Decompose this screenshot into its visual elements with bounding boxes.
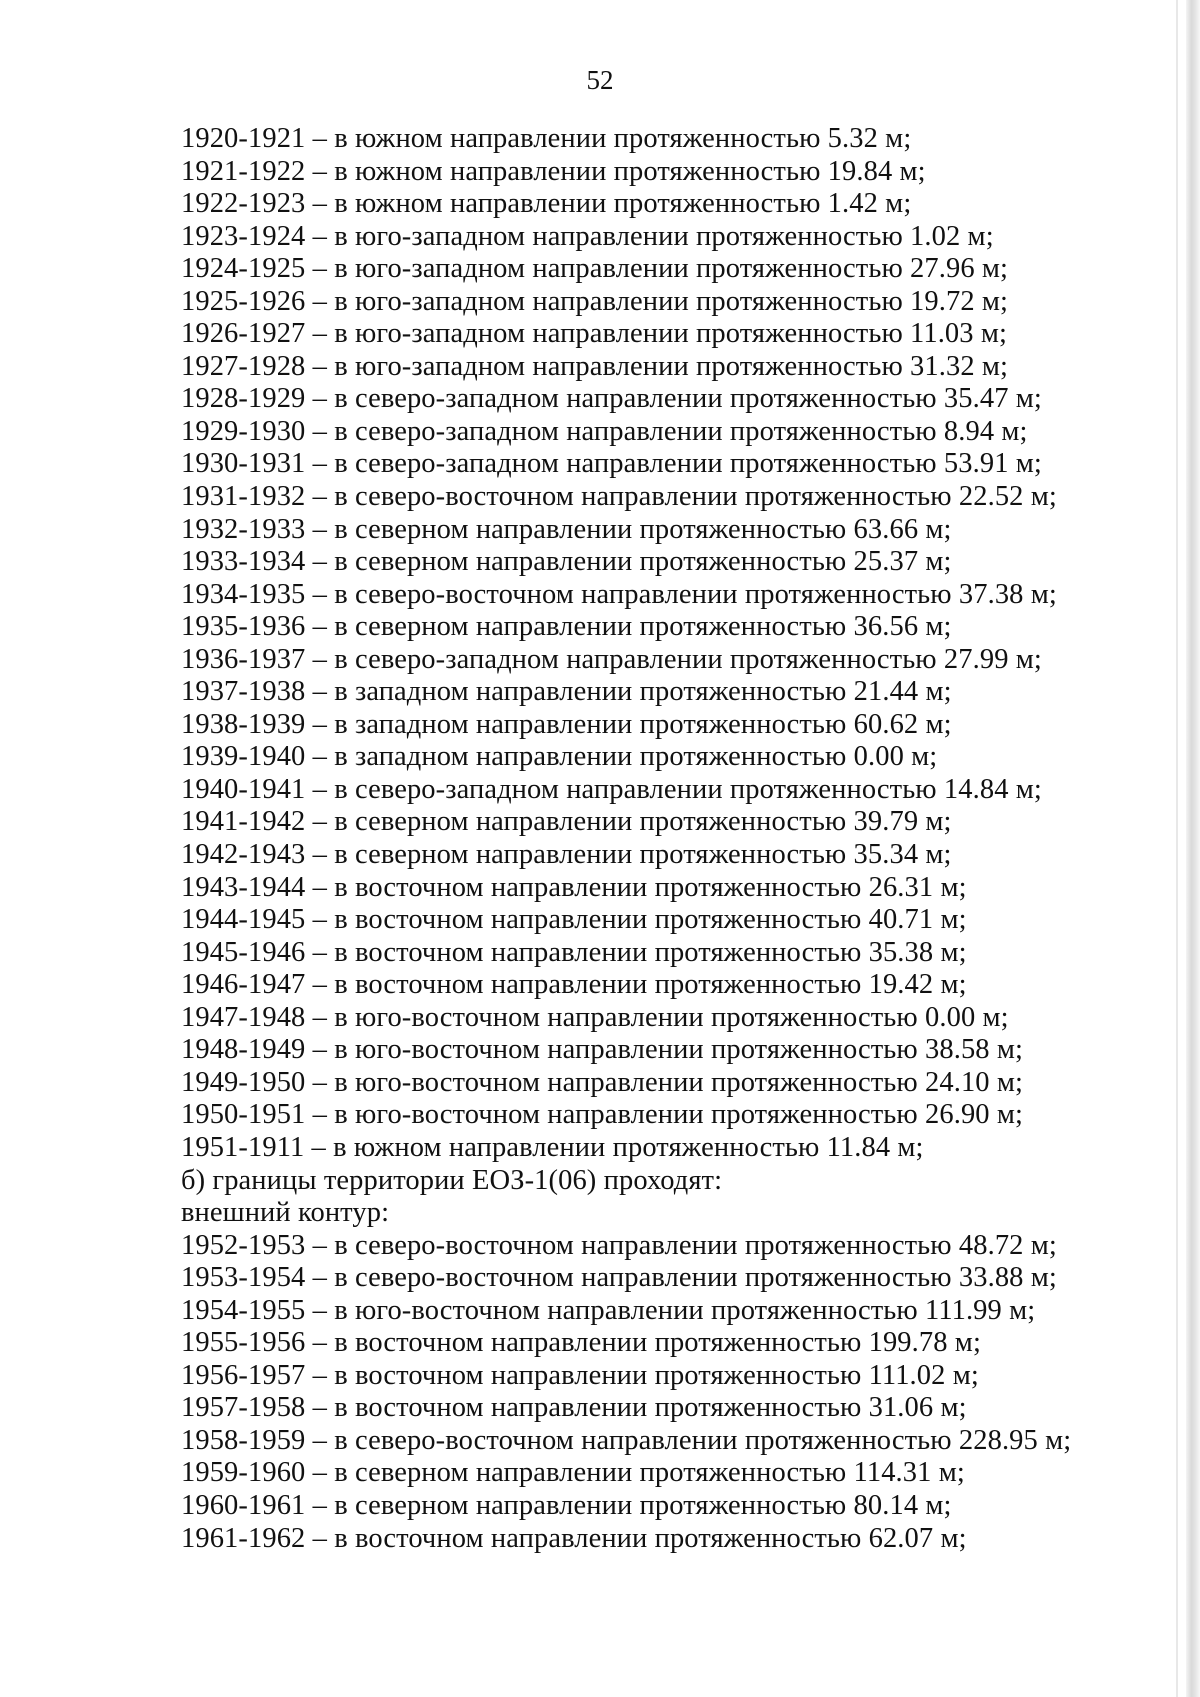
text-line: 1926-1927 – в юго-западном направлении протяженностью 11.03 м; xyxy=(181,318,1008,350)
text-line: 1948-1949 – в юго-восточном направлении протяженностью 38.58 м; xyxy=(181,1034,1024,1066)
text-line: 1945-1946 – в восточном направлении протяженностью 35.38 м; xyxy=(181,936,967,968)
text-line: 1932-1933 – в северном направлении протяженностью 63.66 м; xyxy=(181,513,952,545)
text-line: 1943-1944 – в восточном направлении протяженностью 26.31 м; xyxy=(181,871,967,903)
text-line: 1928-1929 – в северо-западном направлении протяженностью 35.47 м; xyxy=(181,383,1042,415)
text-line: 1957-1958 – в восточном направлении протяженностью 31.06 м; xyxy=(181,1392,967,1424)
text-line: 1946-1947 – в восточном направлении протяженностью 19.42 м; xyxy=(181,969,967,1001)
text-line: 1934-1935 – в северо-восточном направлении протяженностью 37.38 м; xyxy=(181,578,1057,610)
text-line: 1955-1956 – в восточном направлении протяженностью 199.78 м; xyxy=(181,1327,981,1359)
scan-edge-line xyxy=(1176,0,1178,1697)
text-line: 1931-1932 – в северо-восточном направлении протяженностью 22.52 м; xyxy=(181,481,1057,513)
text-line: 1923-1924 – в юго-западном направлении протяженностью 1.02 м; xyxy=(181,220,994,252)
text-line: 1939-1940 – в западном направлении протяженностью 0.00 м; xyxy=(181,741,938,773)
text-line: 1941-1942 – в северном направлении протяженностью 39.79 м; xyxy=(181,806,952,838)
text-line: 1924-1925 – в юго-западном направлении протяженностью 27.96 м; xyxy=(181,253,1009,285)
text-line: 1936-1937 – в северо-западном направлении протяженностью 27.99 м; xyxy=(181,643,1042,675)
text-line: 1950-1951 – в юго-восточном направлении протяженностью 26.90 м; xyxy=(181,1099,1024,1131)
text-line: 1953-1954 – в северо-восточном направлении протяженностью 33.88 м; xyxy=(181,1262,1057,1294)
scan-edge xyxy=(1186,0,1200,1697)
text-line: 1956-1957 – в восточном направлении протяженностью 111.02 м; xyxy=(181,1359,979,1391)
text-line: 1942-1943 – в северном направлении протяженностью 35.34 м; xyxy=(181,839,952,871)
text-line: 1947-1948 – в юго-восточном направлении протяженностью 0.00 м; xyxy=(181,1001,1009,1033)
page-number: 52 xyxy=(586,65,614,95)
text-line: 1938-1939 – в западном направлении протяженностью 60.62 м; xyxy=(181,708,952,740)
text-line: 1930-1931 – в северо-западном направлении протяженностью 53.91 м; xyxy=(181,448,1042,480)
text-line: 1927-1928 – в юго-западном направлении протяженностью 31.32 м; xyxy=(181,350,1009,382)
text-line: 1921-1922 – в южном направлении протяженностью 19.84 м; xyxy=(181,155,926,187)
text-line: 1925-1926 – в юго-западном направлении протяженностью 19.72 м; xyxy=(181,285,1009,317)
text-line: 1933-1934 – в северном направлении протяженностью 25.37 м; xyxy=(181,546,952,578)
text-line: 1920-1921 – в южном направлении протяженностью 5.32 м; xyxy=(181,123,912,154)
text-line: 1952-1953 – в северо-восточном направлении протяженностью 48.72 м; xyxy=(181,1229,1057,1261)
text-line: 1958-1959 – в северо-восточном направлении протяженностью 228.95 м; xyxy=(181,1424,1072,1456)
document-body xyxy=(181,123,1141,1555)
subsection-heading: внешний контур: xyxy=(181,1197,390,1229)
text-line: 1944-1945 – в восточном направлении протяженностью 40.71 м; xyxy=(181,904,967,936)
text-line: 1929-1930 – в северо-западном направлении протяженностью 8.94 м; xyxy=(181,415,1028,447)
section-heading: б) границы территории ЕОЗ-1(06) проходят: xyxy=(181,1164,723,1196)
text-line: 1960-1961 – в северном направлении протяженностью 80.14 м; xyxy=(181,1489,952,1521)
text-line: 1935-1936 – в северном направлении протяженностью 36.56 м; xyxy=(181,611,952,643)
text-line: 1940-1941 – в северо-западном направлении протяженностью 14.84 м; xyxy=(181,773,1042,805)
text-line: 1937-1938 – в западном направлении протяженностью 21.44 м; xyxy=(181,676,952,708)
text-line: 1954-1955 – в юго-восточном направлении протяженностью 111.99 м; xyxy=(181,1294,1036,1326)
text-line: 1959-1960 – в северном направлении протяженностью 114.31 м; xyxy=(181,1457,965,1489)
text-line: 1961-1962 – в восточном направлении протяженностью 62.07 м; xyxy=(181,1522,967,1554)
text-line: 1949-1950 – в юго-восточном направлении протяженностью 24.10 м; xyxy=(181,1066,1024,1098)
text-line: 1922-1923 – в южном направлении протяженностью 1.42 м; xyxy=(181,188,912,220)
text-line: 1951-1911 – в южном направлении протяженностью 11.84 м; xyxy=(181,1131,924,1163)
